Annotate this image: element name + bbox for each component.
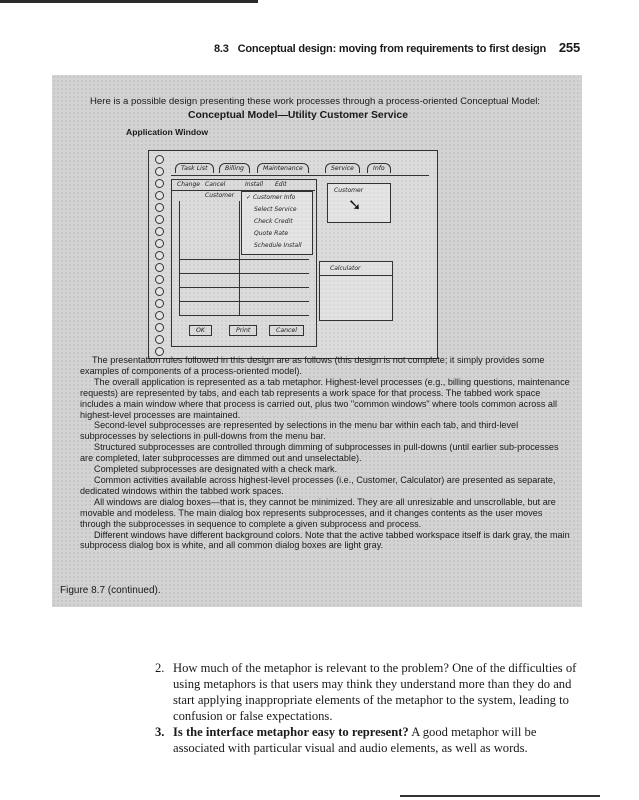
figure-body-text bbox=[80, 355, 570, 551]
list-item bbox=[155, 660, 585, 724]
menu-change[interactable]: Change bbox=[177, 181, 200, 188]
form-rule bbox=[179, 273, 309, 274]
paragraph: Structured subprocesses are controlled through dimming of subprocesses in pull-downs (until earlier sub-processes are completed, later subprocesses are dimmed out and unselectable). bbox=[80, 442, 559, 464]
model-title: Conceptual Model—Utility Customer Service bbox=[188, 110, 408, 121]
binder-hole bbox=[155, 191, 164, 200]
tab-maintenance[interactable]: Maintenance bbox=[257, 163, 309, 173]
figure-caption: Figure 8.7 (continued). bbox=[60, 585, 161, 596]
dropdown-item[interactable]: Quote Rate bbox=[254, 230, 289, 237]
tab-info[interactable]: Info bbox=[367, 163, 391, 173]
top-rule bbox=[0, 0, 258, 3]
running-head bbox=[40, 40, 580, 55]
page-number: 255 bbox=[558, 40, 580, 55]
binder-hole bbox=[155, 203, 164, 212]
binder-hole bbox=[155, 251, 164, 260]
bottom-rule bbox=[400, 795, 600, 797]
list-text: How much of the metaphor is relevant to the problem? One of the difficulties of using metaphors is that users may think they understand more than they do and start applying inappropriate elements of the metaphor to the system, leading to confusion or false expectations. bbox=[173, 661, 577, 723]
customer-window-title: Customer bbox=[334, 187, 364, 194]
list-lead: Is the interface metaphor easy to represent? bbox=[173, 725, 409, 739]
menu-cancel[interactable]: Cancel bbox=[205, 181, 226, 188]
paragraph: Different windows have different background colors. Note that the active tabbed workspace itself is dark gray, the main subprocess dialog box is white, and all common dialog boxes are light gray. bbox=[80, 529, 570, 551]
list-number: 3. bbox=[155, 725, 165, 739]
ok-button[interactable]: OK bbox=[189, 325, 212, 336]
cursor-arrow-icon: ➘ bbox=[348, 197, 362, 214]
numbered-list bbox=[155, 660, 585, 756]
list-number: 2. bbox=[155, 661, 165, 675]
list-text bbox=[173, 724, 585, 756]
calculator-window-title: Calculator bbox=[330, 265, 361, 272]
paragraph: Completed subprocesses are designated with a check mark. bbox=[94, 464, 338, 475]
tab-service[interactable]: Service bbox=[325, 163, 360, 173]
form-rule bbox=[179, 315, 309, 316]
binder-hole bbox=[155, 299, 164, 308]
application-window-sketch bbox=[148, 150, 438, 359]
customer-window bbox=[327, 183, 391, 223]
form-rule bbox=[179, 287, 309, 288]
tab-billing[interactable]: Billing bbox=[219, 163, 250, 173]
cancel-button[interactable]: Cancel bbox=[269, 325, 304, 336]
binder-holes bbox=[155, 155, 165, 355]
form-rule bbox=[179, 301, 309, 302]
list-body: A good metaphor will be associated with particular visual and audio elements, as well as words. bbox=[173, 725, 537, 755]
paragraph: The presentation rules followed in this design are as follows (this design is not complete; it simply provides some examples of components of a process-oriented model). bbox=[80, 355, 545, 376]
calculator-title-rule bbox=[320, 275, 392, 276]
dropdown-item[interactable] bbox=[246, 194, 295, 201]
paragraph: Common activities available across highest-level processes (i.e., Customer, Calculator) are presented as separate, dedicated windows within the tabbed work spaces. bbox=[80, 474, 556, 496]
figure-intro: Here is a possible design presenting these work processes through a process-oriented Conceptual Model: bbox=[90, 96, 541, 107]
binder-hole bbox=[155, 275, 164, 284]
print-button[interactable]: Print bbox=[229, 325, 257, 336]
binder-hole bbox=[155, 167, 164, 176]
customer-label: Customer bbox=[205, 192, 235, 199]
window-title: Application Window bbox=[126, 127, 209, 137]
tab-task-list[interactable]: Task List bbox=[175, 163, 214, 173]
binder-hole bbox=[155, 215, 164, 224]
binder-hole bbox=[155, 239, 164, 248]
paragraph: Second-level subprocesses are represented by selections in the menu bar within each tab, and third-level subprocesses by selections in pull-downs from the menu bar. bbox=[80, 420, 519, 442]
section-number: 8.3 bbox=[214, 43, 229, 55]
check-icon: ✓ bbox=[246, 194, 253, 201]
dropdown-item[interactable]: Schedule Install bbox=[254, 242, 302, 249]
form-rule bbox=[179, 259, 309, 260]
dropdown-item[interactable]: Select Service bbox=[254, 206, 297, 213]
paragraph: All windows are dialog boxes—that is, they cannot be minimized. They are all unresizable and unscrollable, but are movable and modeless. The main dialog box represents subprocesses, and it changes contents as the user moves through the subprocesses in sequence to complete a given subprocess and process. bbox=[80, 496, 556, 529]
binder-hole bbox=[155, 155, 164, 164]
tab-baseline bbox=[171, 175, 429, 176]
calculator-window bbox=[319, 261, 393, 321]
binder-hole bbox=[155, 227, 164, 236]
dropdown-item[interactable]: Check Credit bbox=[254, 218, 293, 225]
dropdown-item-label: Customer Info bbox=[252, 194, 296, 201]
binder-hole bbox=[155, 263, 164, 272]
binder-hole bbox=[155, 179, 164, 188]
binder-hole bbox=[155, 287, 164, 296]
binder-hole bbox=[155, 311, 164, 320]
binder-hole bbox=[155, 335, 164, 344]
section-title: Conceptual design: moving from requirements to first design bbox=[237, 43, 547, 55]
install-dropdown bbox=[241, 191, 313, 255]
menu-install[interactable]: Install bbox=[245, 181, 264, 188]
paragraph: The overall application is represented as a tab metaphor. Highest-level processes (e.g., billing questions, maintenance requests) are represented by tabs, and each tab represents a work space for that process. The tabbed work space includes a main window where that process is carried out, plus two "common windows" where tools common across all highest-level processes are maintained. bbox=[80, 376, 570, 420]
menu-edit[interactable]: Edit bbox=[275, 181, 287, 188]
binder-hole bbox=[155, 323, 164, 332]
list-item bbox=[155, 724, 585, 756]
